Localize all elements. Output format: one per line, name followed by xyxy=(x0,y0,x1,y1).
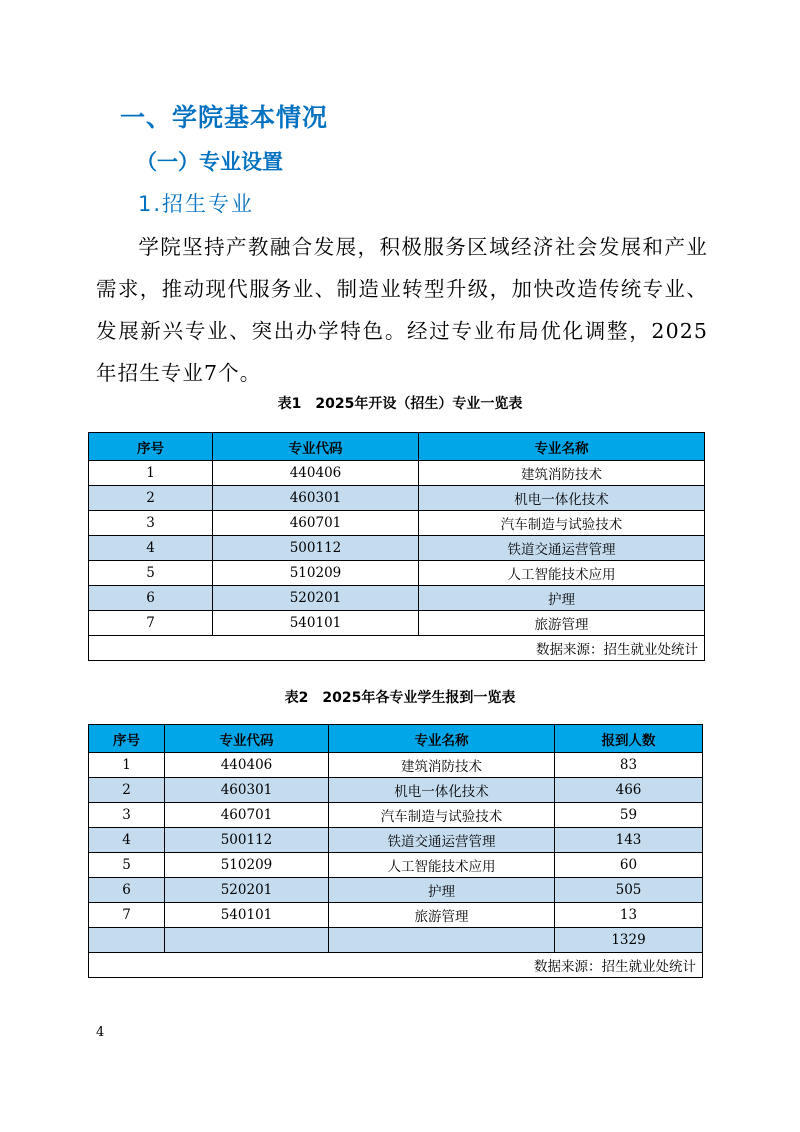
table-cell: 3 xyxy=(89,803,165,828)
table1-header-row xyxy=(89,433,705,461)
table-row xyxy=(89,853,703,878)
table-cell: 人工智能技术应用 xyxy=(419,561,705,586)
table-cell: 540101 xyxy=(213,611,419,636)
table-cell: 1 xyxy=(89,461,213,486)
table-cell: 4 xyxy=(89,828,165,853)
table2-header-cell: 专业名称 xyxy=(329,725,555,753)
table-row xyxy=(89,461,705,486)
table-cell: 4 xyxy=(89,536,213,561)
table-cell: 护理 xyxy=(329,878,555,903)
table-cell xyxy=(89,928,165,953)
table-cell: 7 xyxy=(89,611,213,636)
table-cell: 460701 xyxy=(165,803,329,828)
sub-subsection-heading: 1.招生专业 xyxy=(138,192,255,216)
table-cell: 6 xyxy=(89,586,213,611)
table-row xyxy=(89,486,705,511)
table-cell: 460301 xyxy=(213,486,419,511)
table1 xyxy=(88,432,705,661)
table1-header-cell: 序号 xyxy=(89,433,213,461)
table-cell xyxy=(329,928,555,953)
table-cell: 59 xyxy=(555,803,703,828)
table1-header-cell: 专业代码 xyxy=(213,433,419,461)
table-cell: 护理 xyxy=(419,586,705,611)
table-cell: 机电一体化技术 xyxy=(329,778,555,803)
table-cell: 460701 xyxy=(213,511,419,536)
table-cell: 143 xyxy=(555,828,703,853)
body-paragraph-text: 学院坚持产教融合发展，积极服务区域经济社会发展和产业需求，推动现代服务业、制造业转型升级，加快改造传统专业、发展新兴专业、突出办学特色。经过专业布局优化调整，2025年招生专业7个。 xyxy=(96,235,708,385)
table-cell: 旅游管理 xyxy=(419,611,705,636)
table-cell: 旅游管理 xyxy=(329,903,555,928)
table-cell: 440406 xyxy=(165,753,329,778)
table-cell: 铁道交通运营管理 xyxy=(419,536,705,561)
table-cell: 540101 xyxy=(165,903,329,928)
table-cell: 500112 xyxy=(165,828,329,853)
table-cell: 6 xyxy=(89,878,165,903)
table-row xyxy=(89,536,705,561)
table-cell: 铁道交通运营管理 xyxy=(329,828,555,853)
table-cell xyxy=(165,928,329,953)
table2-header-cell: 序号 xyxy=(89,725,165,753)
table-cell: 建筑消防技术 xyxy=(419,461,705,486)
table-cell: 510209 xyxy=(213,561,419,586)
total-cell: 1329 xyxy=(555,928,703,953)
table2-source-note: 数据来源：招生就业处统计 xyxy=(89,953,703,978)
table-cell: 466 xyxy=(555,778,703,803)
table2-caption: 表2 2025年各专业学生报到一览表 xyxy=(284,690,516,706)
table-row xyxy=(89,828,703,853)
table-cell: 440406 xyxy=(213,461,419,486)
table-cell: 500112 xyxy=(213,536,419,561)
section-heading: 一、学院基本情况 xyxy=(120,103,329,132)
table-row xyxy=(89,753,703,778)
table-cell: 60 xyxy=(555,853,703,878)
table-row xyxy=(89,778,703,803)
table2-header-cell: 专业代码 xyxy=(165,725,329,753)
table1-source-note: 数据来源：招生就业处统计 xyxy=(89,636,705,661)
table-cell: 机电一体化技术 xyxy=(419,486,705,511)
source-row xyxy=(89,953,703,978)
table-cell: 510209 xyxy=(165,853,329,878)
body-paragraph xyxy=(96,226,708,394)
table-cell: 人工智能技术应用 xyxy=(329,853,555,878)
table-row xyxy=(89,803,703,828)
table-cell: 2 xyxy=(89,778,165,803)
table-row xyxy=(89,878,703,903)
table-cell: 505 xyxy=(555,878,703,903)
table-row xyxy=(89,586,705,611)
table1-caption: 表1 2025年开设（招生）专业一览表 xyxy=(277,396,523,412)
table-cell: 1 xyxy=(89,753,165,778)
table1-header-cell: 专业名称 xyxy=(419,433,705,461)
table-cell: 5 xyxy=(89,561,213,586)
table-cell: 2 xyxy=(89,486,213,511)
table-cell: 460301 xyxy=(165,778,329,803)
table-row xyxy=(89,511,705,536)
table2-header-cell: 报到人数 xyxy=(555,725,703,753)
table-row xyxy=(89,561,705,586)
table-cell: 5 xyxy=(89,853,165,878)
subsection-heading: （一）专业设置 xyxy=(136,150,283,174)
table2-header-row xyxy=(89,725,703,753)
table-row xyxy=(89,903,703,928)
table-cell: 13 xyxy=(555,903,703,928)
table-cell: 汽车制造与试验技术 xyxy=(329,803,555,828)
page-number: 4 xyxy=(96,1025,105,1040)
table-cell: 520201 xyxy=(165,878,329,903)
table-cell: 汽车制造与试验技术 xyxy=(419,511,705,536)
source-row xyxy=(89,636,705,661)
table-cell: 520201 xyxy=(213,586,419,611)
table-cell: 建筑消防技术 xyxy=(329,753,555,778)
table2 xyxy=(88,724,703,978)
table-cell: 3 xyxy=(89,511,213,536)
table-cell: 83 xyxy=(555,753,703,778)
table-row xyxy=(89,611,705,636)
total-row xyxy=(89,928,703,953)
table-cell: 7 xyxy=(89,903,165,928)
